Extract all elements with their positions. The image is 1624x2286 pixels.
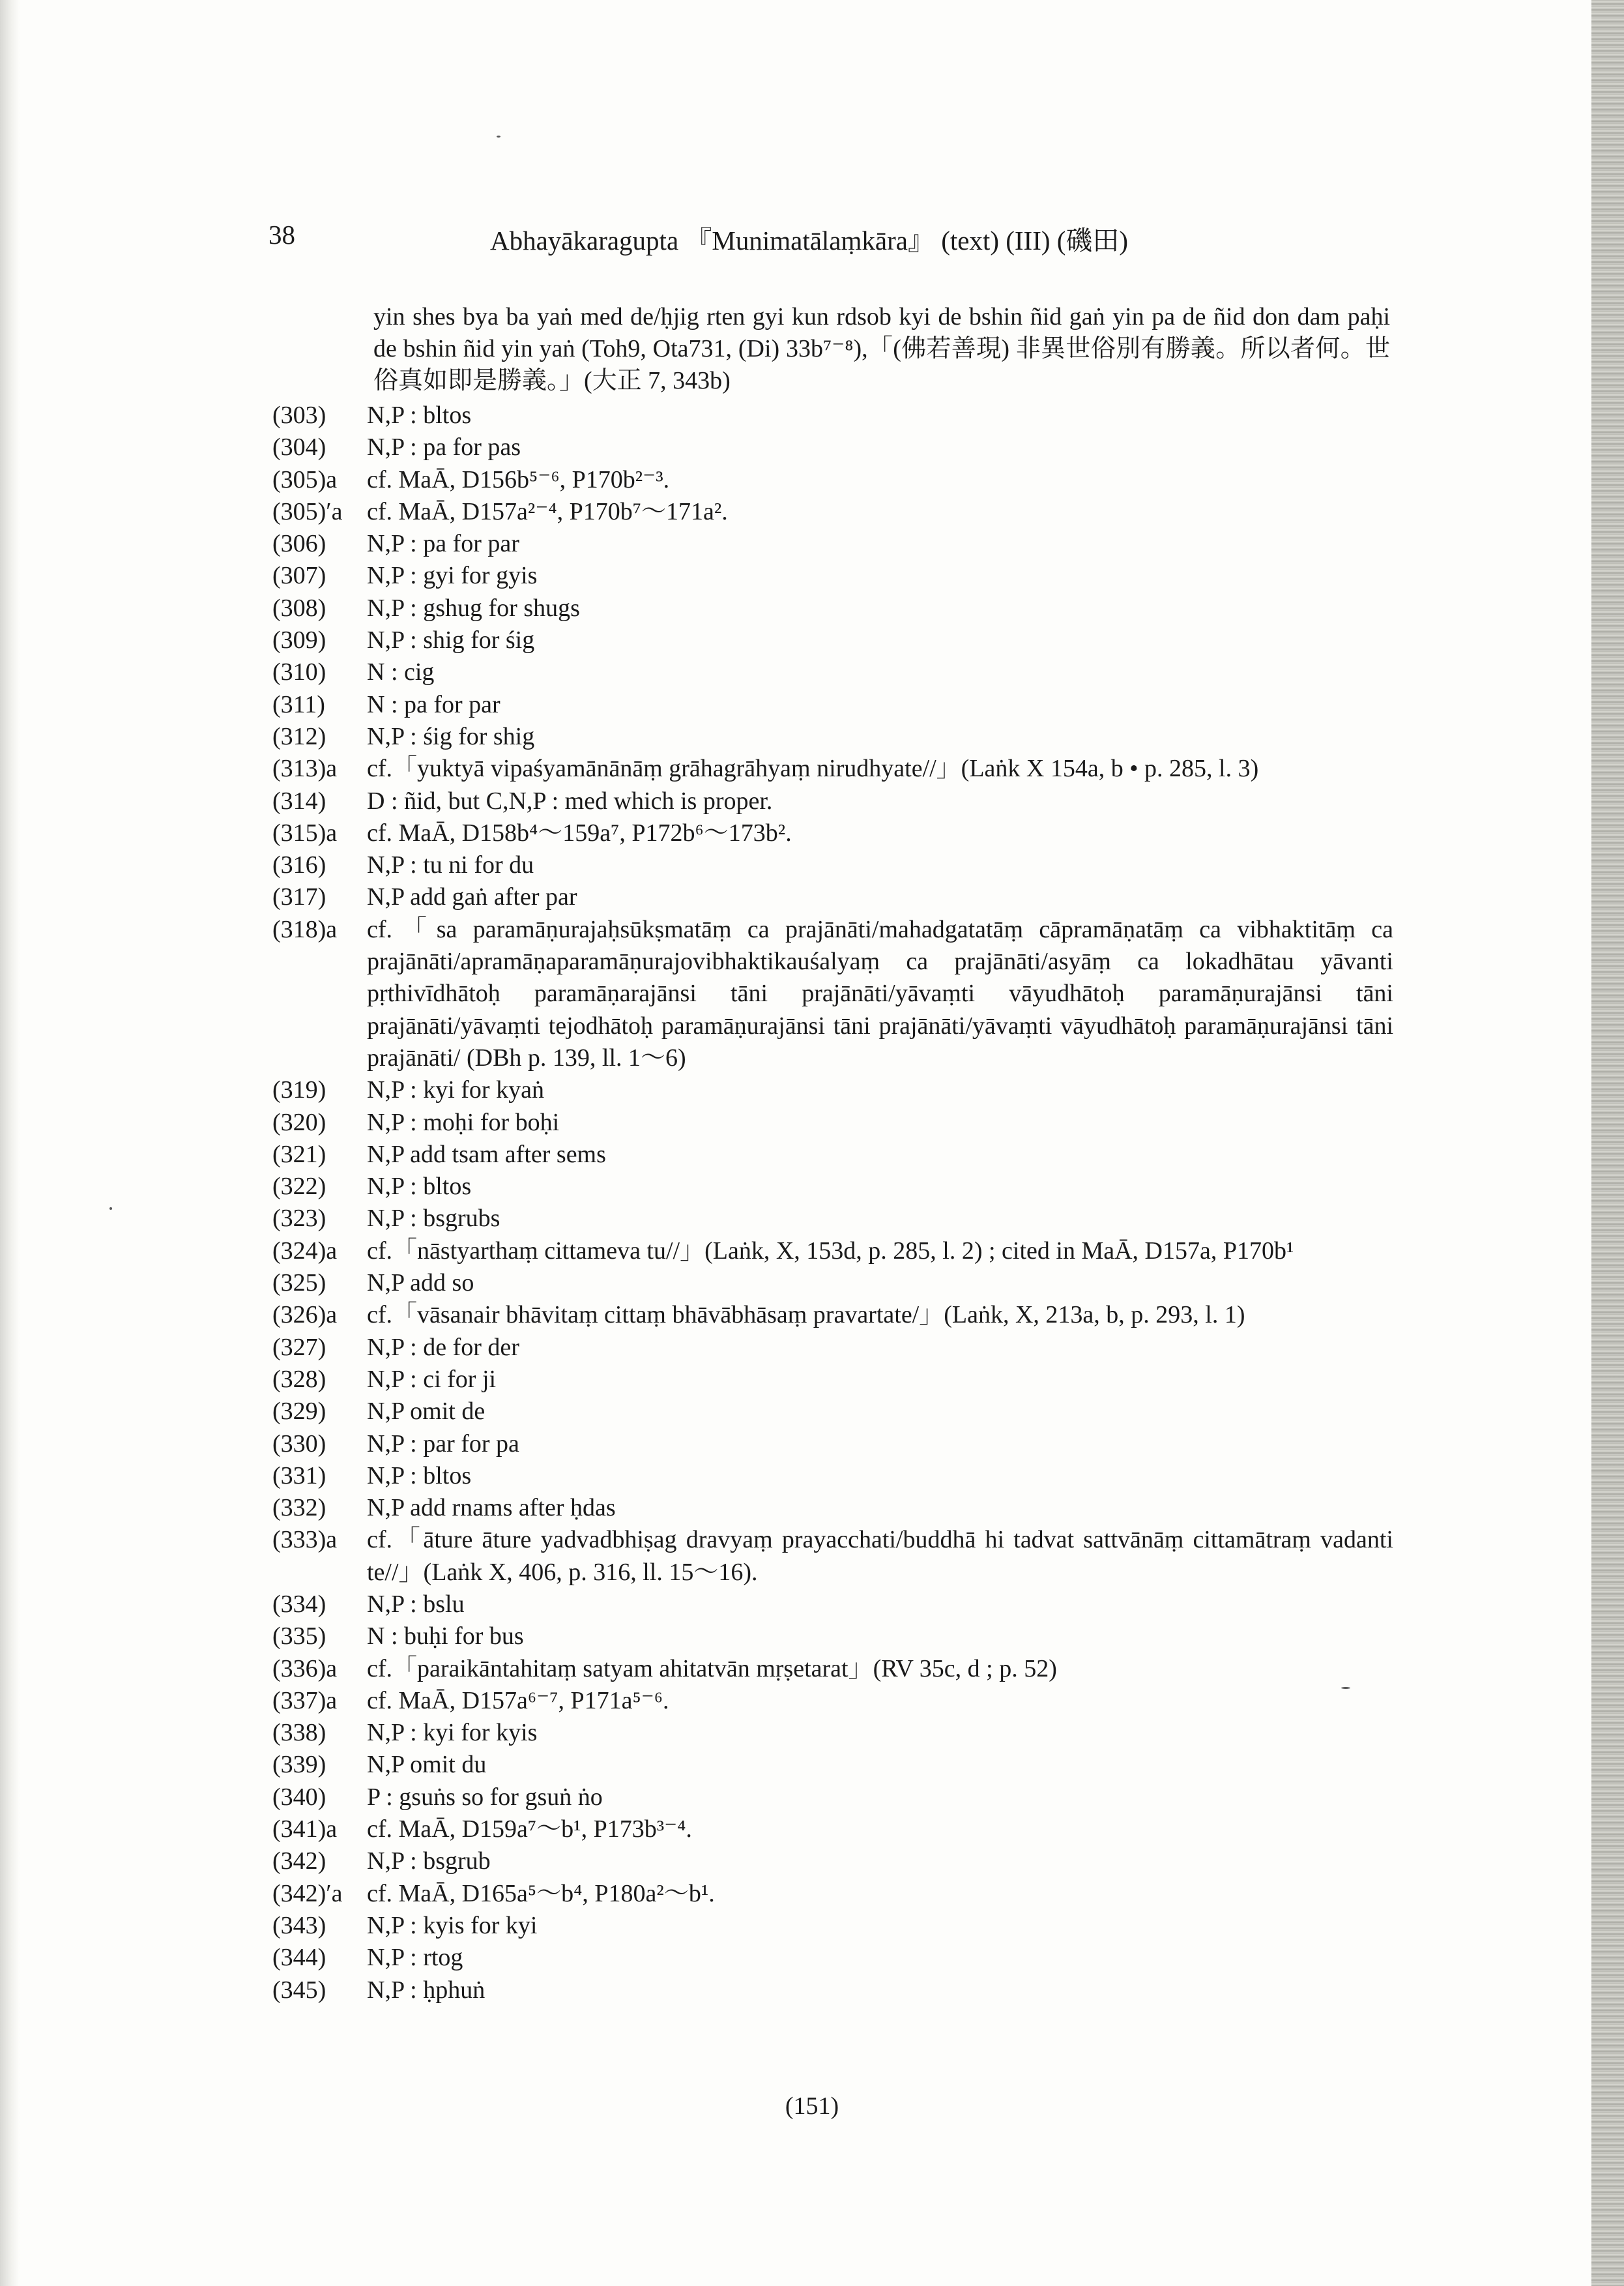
footnote-text: N,P : kyi for kyis	[367, 1719, 538, 1747]
footnote-number: (324)a	[272, 1237, 338, 1265]
footnote-item	[272, 1428, 1393, 1460]
footnote-item	[272, 849, 1393, 881]
footnote-item	[272, 1460, 1393, 1492]
footnote-item	[272, 1589, 1393, 1620]
footnote-number: (322)	[272, 1173, 326, 1201]
footnote-text: N,P : rtog	[367, 1944, 463, 1972]
footnote-item	[272, 1524, 1393, 1589]
scan-speck	[109, 1207, 112, 1210]
footnote-number: (311)	[272, 690, 325, 718]
footnote-item	[272, 1910, 1393, 1942]
footnote-item	[272, 817, 1393, 849]
footnote-text: cf.「paraikāntahitaṃ satyam ahitatvān mṛṣetarat」(RV 35c, d ; p. 52)	[367, 1654, 1057, 1682]
footnote-item	[272, 1332, 1393, 1364]
footnote-text: N,P omit du	[367, 1751, 487, 1779]
footnote-item	[272, 656, 1393, 688]
footnote-item	[272, 881, 1393, 913]
footnote-text: N,P add so	[367, 1269, 474, 1297]
footnote-number: (333)a	[272, 1526, 338, 1554]
footnote-number: (325)	[272, 1269, 326, 1297]
footnote-text: N : pa for par	[367, 690, 500, 718]
footnote-item	[272, 1299, 1393, 1331]
footnote-text: cf.「āture āture yadvadbhiṣag dravyaṃ prayacchati/buddhā hi tadvat sattvānāṃ cittamātraṃ vadanti te//」(Laṅk X, 406, p. 316, ll. 15～16).	[367, 1526, 1393, 1586]
footnote-item	[272, 785, 1393, 817]
footnote-text: N,P add gaṅ after par	[367, 883, 577, 911]
footnote-list	[272, 400, 1393, 2006]
footnote-number: (336)a	[272, 1654, 338, 1682]
footnote-text: N,P : pa for par	[367, 530, 519, 558]
footnote-text: N,P : gyi for gyis	[367, 562, 538, 590]
footnote-text: N,P : bsgrubs	[367, 1205, 500, 1233]
running-title: Abhayākaragupta 『Munimatālaṃkāra』 (text) (III) (磯田)	[490, 226, 1129, 256]
continued-note-text: yin shes bya ba yaṅ med de/ḥjig rten gyi kun rdsob kyi de bshin ñid gaṅ yin pa de ñid don dam paḥi de bshin ñid yin yaṅ (Toh9, Ota731, (Di) 33b⁷⁻⁸),「(佛若善現) 非異世俗別有勝義。所以者何。世俗真如即是勝義。」(大正 7, 343b)	[373, 303, 1390, 394]
footnote-number: (323)	[272, 1205, 326, 1233]
footnote-number: (307)	[272, 562, 326, 590]
footnote-number: (328)	[272, 1365, 326, 1393]
footnote-text: N,P : tu ni for du	[367, 851, 534, 879]
footnote-item	[272, 1203, 1393, 1235]
footnote-item	[272, 432, 1393, 463]
footnote-number: (337)a	[272, 1686, 338, 1714]
footnote-number: (305)a	[272, 465, 338, 493]
footnote-text: N,P : pa for pas	[367, 433, 521, 462]
footnote-text: N,P : bslu	[367, 1590, 465, 1618]
footnote-item	[272, 624, 1393, 656]
footnote-text: N,P add tsam after sems	[367, 1140, 606, 1168]
footnote-text: cf.「nāstyarthaṃ cittameva tu//」(Laṅk, X, 153d, p. 285, l. 2) ; cited in MaĀ, D157a, P170b¹	[367, 1237, 1294, 1265]
footnote-item	[272, 1267, 1393, 1299]
footnote-number: (344)	[272, 1944, 326, 1972]
footnote-item	[272, 1685, 1393, 1717]
footnote-text: N,P omit de	[367, 1398, 486, 1426]
footnote-number: (303)	[272, 402, 326, 429]
footnote-number: (338)	[272, 1719, 326, 1747]
footnote-text: N,P : par for pa	[367, 1429, 519, 1458]
footnote-number: (342)′a	[272, 1879, 343, 1907]
footnote-number: (314)	[272, 787, 326, 815]
footnote-item	[272, 753, 1393, 785]
footnote-text: N,P : kyi for kyaṅ	[367, 1076, 544, 1104]
footnote-text: N,P : bltos	[367, 1461, 472, 1489]
footnote-text: D : ñid, but C,N,P : med which is proper.	[367, 787, 773, 815]
footnote-number: (335)	[272, 1622, 326, 1650]
footnote-item	[272, 1813, 1393, 1845]
footnote-number: (340)	[272, 1783, 326, 1811]
footnote-item	[272, 1942, 1393, 1974]
footnote-text: N,P : de for der	[367, 1333, 519, 1361]
footnote-text: cf. MaĀ, D165a⁵～b⁴, P180a²～b¹.	[367, 1879, 715, 1907]
footnote-text: cf. MaĀ, D158b⁴～159a⁷, P172b⁶～173b².	[367, 819, 792, 847]
footnote-number: (339)	[272, 1751, 326, 1779]
footnote-text: cf. MaĀ, D157a²⁻⁴, P170b⁷～171a².	[367, 497, 728, 525]
footnote-text: N,P : bltos	[367, 1173, 472, 1201]
footnote-number: (341)a	[272, 1815, 338, 1843]
footnote-text: N,P : shig for śig	[367, 626, 535, 654]
footnote-text: cf.「yuktyā vipaśyamānānāṃ grāhagrāhyaṃ nirudhyate//」(Laṅk X 154a, b • p. 285, l. 3)	[367, 755, 1259, 783]
footnote-number: (313)a	[272, 755, 338, 783]
footnote-text: cf. MaĀ, D157a⁶⁻⁷, P171a⁵⁻⁶.	[367, 1686, 669, 1714]
footnote-text: N,P : ci for ji	[367, 1365, 497, 1393]
footnote-text: N : cig	[367, 658, 435, 686]
footnote-item	[272, 464, 1393, 496]
footnote-item	[272, 1235, 1393, 1267]
footnote-text: N,P : bsgrub	[367, 1847, 491, 1875]
page-number: 38	[268, 220, 295, 250]
footnote-item	[272, 1717, 1393, 1749]
footnote-number: (345)	[272, 1976, 326, 2004]
footnote-text: N : buḥi for bus	[367, 1622, 524, 1650]
footnote-number: (315)a	[272, 819, 338, 847]
footnote-number: (331)	[272, 1461, 326, 1489]
folio-number: (151)	[785, 2092, 839, 2120]
footnote-item	[272, 1781, 1393, 1813]
footnote-number: (306)	[272, 530, 326, 558]
footnote-text: N,P : ḥphuṅ	[367, 1976, 486, 2004]
footnote-item	[272, 1492, 1393, 1524]
footnote-item	[272, 914, 1393, 1074]
footnote-item	[272, 593, 1393, 624]
footnote-number: (329)	[272, 1398, 326, 1426]
footnote-number: (308)	[272, 594, 326, 622]
footnote-text: N,P : kyis for kyi	[367, 1911, 538, 1939]
footnote-item	[272, 1749, 1393, 1781]
footnote-text: cf.「sa paramāṇurajaḥsūkṣmatāṃ ca prajānāti/mahadgatatāṃ cāpramāṇatāṃ ca vibhaktitāṃ ca prajānāti/apramāṇaparamāṇurajovibhaktikauśalyaṃ ca prajānāti/asyāṃ ca lokadhātau yāvanti pṛthivīdhātoḥ paramāṇarajānsi tāni prajānāti/yāvaṃti vāyudhātoḥ paramāṇurajānsi tāni prajānāti/yāvaṃti tejodhātoḥ paramāṇurajānsi tāni prajānāti/yāvaṃti vāyudhātoḥ paramāṇurajānsi tāni prajānāti/ (DBh p. 139, ll. 1～6)	[367, 915, 1393, 1072]
footnote-number: (317)	[272, 883, 326, 911]
footnote-item	[272, 721, 1393, 753]
footnote-item	[272, 496, 1393, 528]
footnote-text: cf. MaĀ, D156b⁵⁻⁶, P170b²⁻³.	[367, 465, 670, 493]
footnote-number: (320)	[272, 1108, 326, 1136]
footnote-number: (334)	[272, 1590, 326, 1618]
footnote-item	[272, 1139, 1393, 1171]
footnote-number: (309)	[272, 626, 326, 654]
footnote-item	[272, 1974, 1393, 2006]
footnote-text: cf.「vāsanair bhāvitaṃ cittaṃ bhāvābhāsaṃ pravartate/」(Laṅk, X, 213a, b, p. 293, l. 1)	[367, 1301, 1245, 1329]
footnote-item	[272, 1074, 1393, 1106]
footnote-item	[272, 1878, 1393, 1910]
footnote-number: (318)a	[272, 915, 338, 943]
footnote-item	[272, 1171, 1393, 1203]
footnote-number: (327)	[272, 1333, 326, 1361]
footnote-text: P : gsuṅs so for gsuṅ ṅo	[367, 1783, 603, 1811]
footnote-text: cf. MaĀ, D159a⁷～b¹, P173b³⁻⁴.	[367, 1815, 692, 1843]
scan-speck	[497, 136, 500, 138]
footnote-text: N,P : moḥi for boḥi	[367, 1108, 560, 1136]
scan-edge-left	[0, 0, 20, 2286]
page-header	[0, 214, 1624, 259]
footnote-number: (343)	[272, 1911, 326, 1939]
footnote-number: (326)a	[272, 1301, 338, 1329]
footnote-number: (316)	[272, 851, 326, 879]
footnote-item	[272, 1845, 1393, 1877]
footnote-item	[272, 560, 1393, 592]
scan-edge-right	[1591, 0, 1624, 2286]
footnote-number: (310)	[272, 658, 326, 686]
footnote-number: (304)	[272, 433, 326, 462]
footnote-number: (342)	[272, 1847, 326, 1875]
footnote-item	[272, 1107, 1393, 1139]
footnote-number: (332)	[272, 1494, 326, 1522]
footnote-item	[272, 1396, 1393, 1428]
footnote-number: (319)	[272, 1076, 326, 1104]
footnote-item	[272, 1620, 1393, 1652]
footnote-item	[272, 528, 1393, 560]
footnote-item	[272, 1653, 1393, 1685]
footnote-number: (305)′a	[272, 497, 343, 525]
footnote-text: N,P : bltos	[367, 402, 472, 429]
footnote-number: (312)	[272, 722, 326, 750]
footnote-item	[272, 400, 1393, 432]
footnote-number: (330)	[272, 1429, 326, 1458]
footnote-item	[272, 689, 1393, 721]
footnote-item	[272, 1364, 1393, 1396]
footnote-text: N,P add rnams after ḥdas	[367, 1494, 616, 1522]
footnote-text: N,P : gshug for shugs	[367, 594, 580, 622]
footnote-number: (321)	[272, 1140, 326, 1168]
footnote-text: N,P : śig for shig	[367, 722, 535, 750]
